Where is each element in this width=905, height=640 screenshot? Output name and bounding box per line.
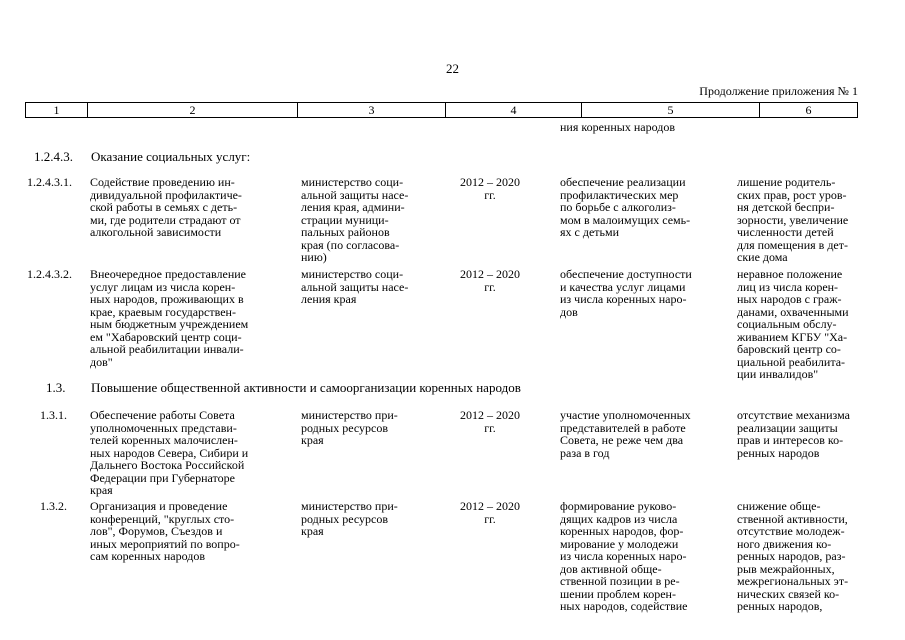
result-text: обеспечение реализации профилактических мер по борьбе с алкоголиз- мом в малоимущих семь- ях с детьми — [560, 175, 691, 239]
executor-text: министерство при- родных ресурсов края — [301, 408, 398, 447]
header-col-4: 4 — [446, 103, 582, 117]
section-number: 1.2.4.3. — [34, 149, 73, 164]
section-title: Повышение общественной активности и самоорганизации коренных народов — [91, 380, 521, 395]
executor-text: министерство при- родных ресурсов края — [301, 499, 398, 538]
carryover-text: ния коренных народов — [560, 120, 675, 134]
section-title: Оказание социальных услуг: — [91, 149, 251, 164]
measure-text: Обеспечение работы Совета уполномоченных представи- телей коренных малочислен- ных народов Севера, Сибири и Дальнего Востока Российской Федерации при Губернаторе края — [90, 408, 249, 497]
executor-text: министерство соци- альной защиты насе- ления края — [301, 267, 409, 306]
measure-text: Содействие проведению ин- дивидуальной профилактиче- ской работы в семьях с деть- ми, где родители страдают от алкогольной зависимости — [90, 175, 242, 239]
period-text: 2012 – 2020 гг. — [460, 408, 520, 435]
consequence-text: отсутствие механизма реализации защиты прав и интересов ко- ренных народов — [737, 408, 850, 460]
page-number: 22 — [446, 61, 459, 76]
measure-text: Внеочередное предоставление услуг лицам из числа корен- ных народов, проживающих в крае, краевым государствен- ным бюджетным учреждением ем "Хабаровский центр соци- альной реабилитации инвали- дов" — [90, 267, 249, 369]
consequence-text: неравное положение лиц из числа корен- ных народов с граж- данами, охваченными социальным обслу- живанием КГБУ "Ха- баровский центр со- циальной реабилита- ции инвалидов" — [737, 267, 849, 381]
header-col-2: 2 — [88, 103, 298, 117]
period-text: 2012 – 2020 гг. — [460, 499, 520, 526]
row-number: 1.3.2. — [40, 499, 67, 513]
period-text: 2012 – 2020 гг. — [460, 267, 520, 294]
row-number: 1.2.4.3.2. — [27, 267, 72, 281]
result-text: обеспечение доступности и качества услуг лицами из числа коренных наро- дов — [560, 267, 692, 319]
header-col-5: 5 — [582, 103, 760, 117]
result-text: участие уполномоченных представителей в работе Совета, не реже чем два раза в год — [560, 408, 691, 460]
header-col-1: 1 — [26, 103, 88, 117]
header-col-6: 6 — [805, 103, 812, 117]
consequence-text: лишение родитель- ских прав, рост уров- ня детской беспри- зорности, увеличение численности детей для помещения в дет- ские дома — [737, 175, 849, 264]
header-col-3: 3 — [298, 103, 446, 117]
row-number: 1.2.4.3.1. — [27, 175, 72, 189]
period-text: 2012 – 2020 гг. — [460, 175, 520, 202]
result-text: формирование руково- дящих кадров из числа коренных народов, фор- мирование у молодежи из числа коренных наро- дов активной обще- ственной позиции в ре- шении проблем корен- ных народов, содействие — [560, 499, 688, 613]
measure-text: Организация и проведение конференций, "круглых сто- лов", Форумов, Съездов и иных мероприятий по вопро- сам коренных народов — [90, 499, 240, 563]
table-header-row — [25, 102, 858, 118]
row-number: 1.3.1. — [40, 408, 67, 422]
consequence-text: снижение обще- ственной активности, отсутствие молодеж- ного движения ко- ренных народов, раз- рыв межрайонных, межрегиональных эт- нических связей ко- ренных народов, — [737, 499, 849, 613]
section-number: 1.3. — [46, 380, 66, 395]
appendix-continuation-note: Продолжение приложения № 1 — [699, 84, 858, 98]
executor-text: министерство соци- альной защиты насе- ления края, админи- страции муници- пальных районов края (по согласова- нию) — [301, 175, 409, 264]
